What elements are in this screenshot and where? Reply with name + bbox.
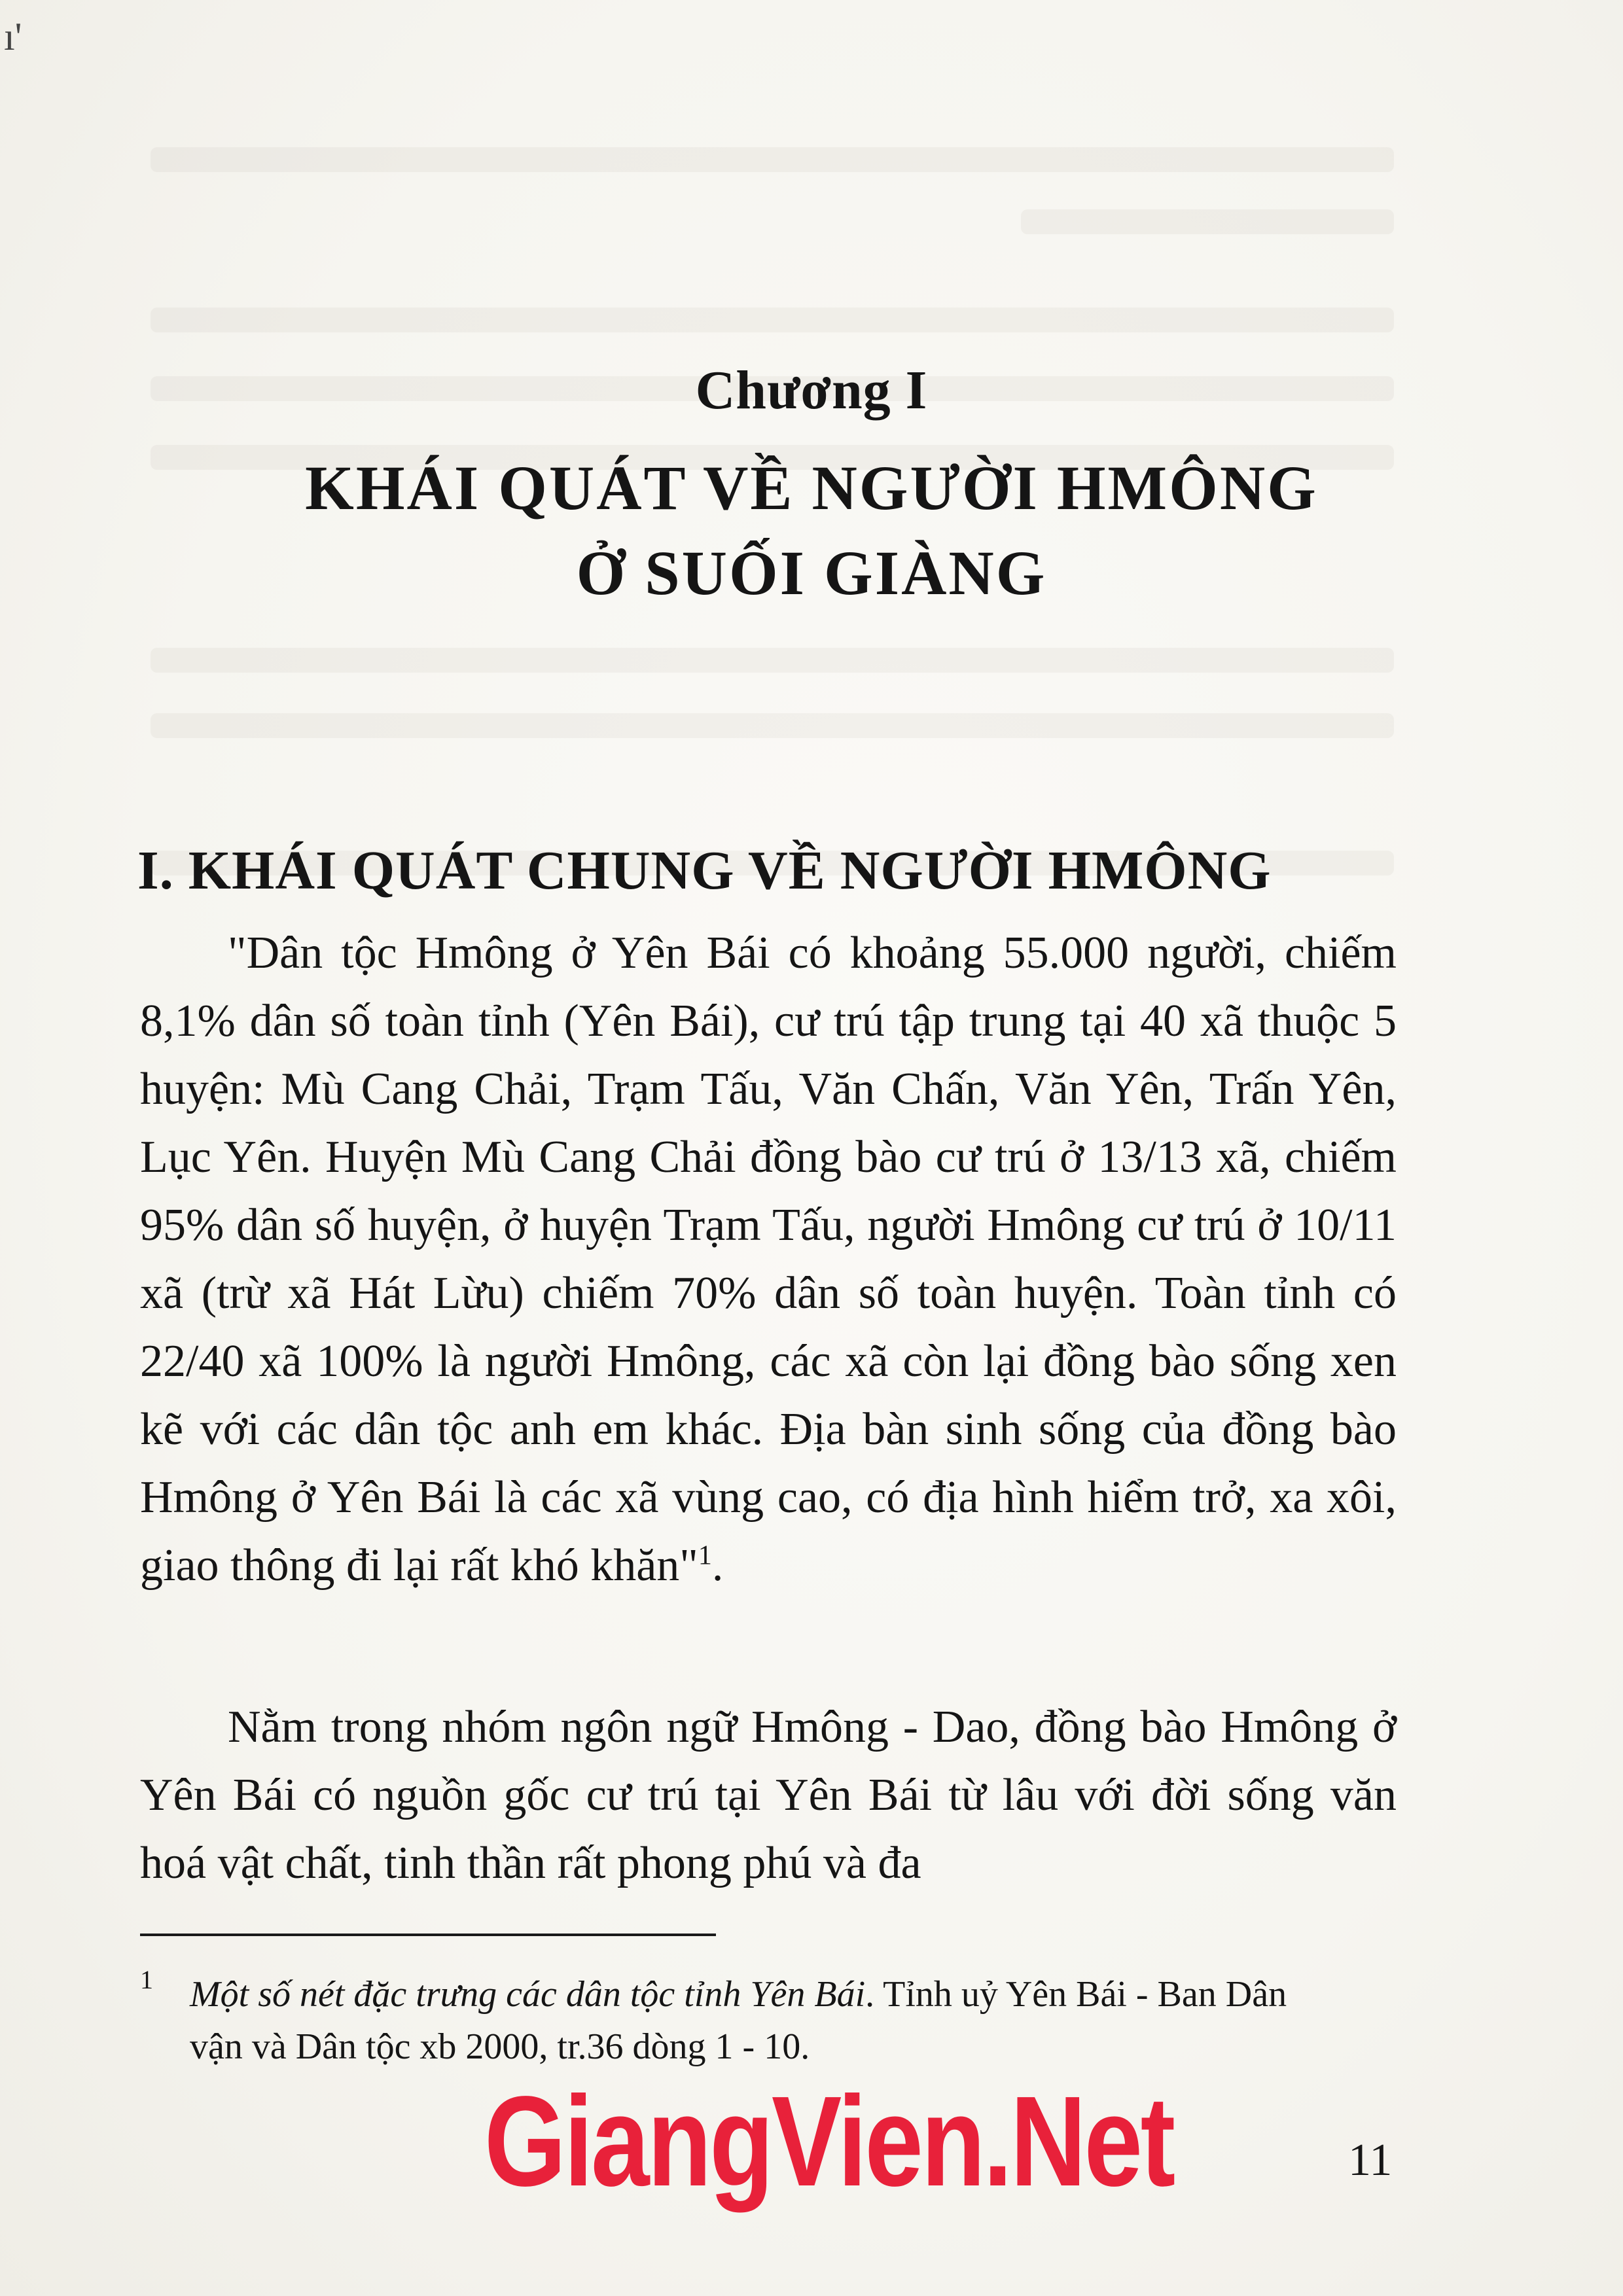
section-heading: I. KHÁI QUÁT CHUNG VỀ NGƯỜI HMÔNG	[137, 839, 1272, 901]
chapter-label: Chương I	[695, 360, 928, 421]
body-paragraph-2: Nằm trong nhóm ngôn ngữ Hmông - Dao, đồng bào Hmông ở Yên Bái có nguồn gốc cư trú tại Yên Bái từ lâu với đời sống văn hoá vật chất, tinh thần rất phong phú và đa	[140, 1702, 1397, 1888]
page-number: 11	[1348, 2135, 1393, 2185]
footnote-source-title: Một số nét đặc trưng các dân tộc tỉnh Yên Bái	[190, 1974, 866, 2015]
watermark-logo: GiangVien.Net	[484, 2070, 1173, 2213]
footnote-text	[190, 1968, 1397, 2073]
paragraph-1-end: .	[711, 1540, 724, 1591]
corner-mark: ı'	[4, 15, 22, 58]
footnote-reference: 1	[698, 1540, 712, 1571]
body-paragraph-1	[140, 919, 1397, 1600]
footnote-number: 1	[140, 1965, 153, 1994]
paragraph-1-text: "Dân tộc Hmông ở Yên Bái có khoảng 55.000 người, chiếm 8,1% dân số toàn tỉnh (Yên Bái), cư trú tập trung tại 40 xã thuộc 5 huyện: Mù Cang Chải, Trạm Tấu, Văn Chấn, Văn Yên, Trấn Yên, Lục Yên. Huyện Mù Cang Chải đồng bào cư trú ở 13/13 xã, chiếm 95% dân số huyện, ở huyện Trạm Tấu, người Hmông cư trú ở 10/11 xã (trừ xã Hát Lừu) chiếm 70% dân số toàn huyện. Toàn tỉnh có 22/40 xã 100% là người Hmông, các xã còn lại đồng bào sống xen kẽ với các dân tộc anh em khác. Địa bàn sinh sống của đồng bào Hmông ở Yên Bái là các xã vùng cao, có địa hình hiểm trở, xa xôi, giao thông đi lại rất khó khăn"	[140, 928, 1397, 1591]
chapter-title-line-2: Ở SUỐI GIÀNG	[576, 538, 1047, 608]
footnote-source-details: vận và Dân tộc xb 2000, tr.36 dòng 1 - 10.	[190, 2026, 810, 2067]
footnote-source-publisher: . Tỉnh uỷ Yên Bái - Ban Dân	[865, 1974, 1287, 2015]
chapter-title-line-1: KHÁI QUÁT VỀ NGƯỜI HMÔNG	[305, 453, 1318, 523]
footnote	[140, 1965, 1397, 2073]
footnote-divider	[140, 1934, 716, 1936]
